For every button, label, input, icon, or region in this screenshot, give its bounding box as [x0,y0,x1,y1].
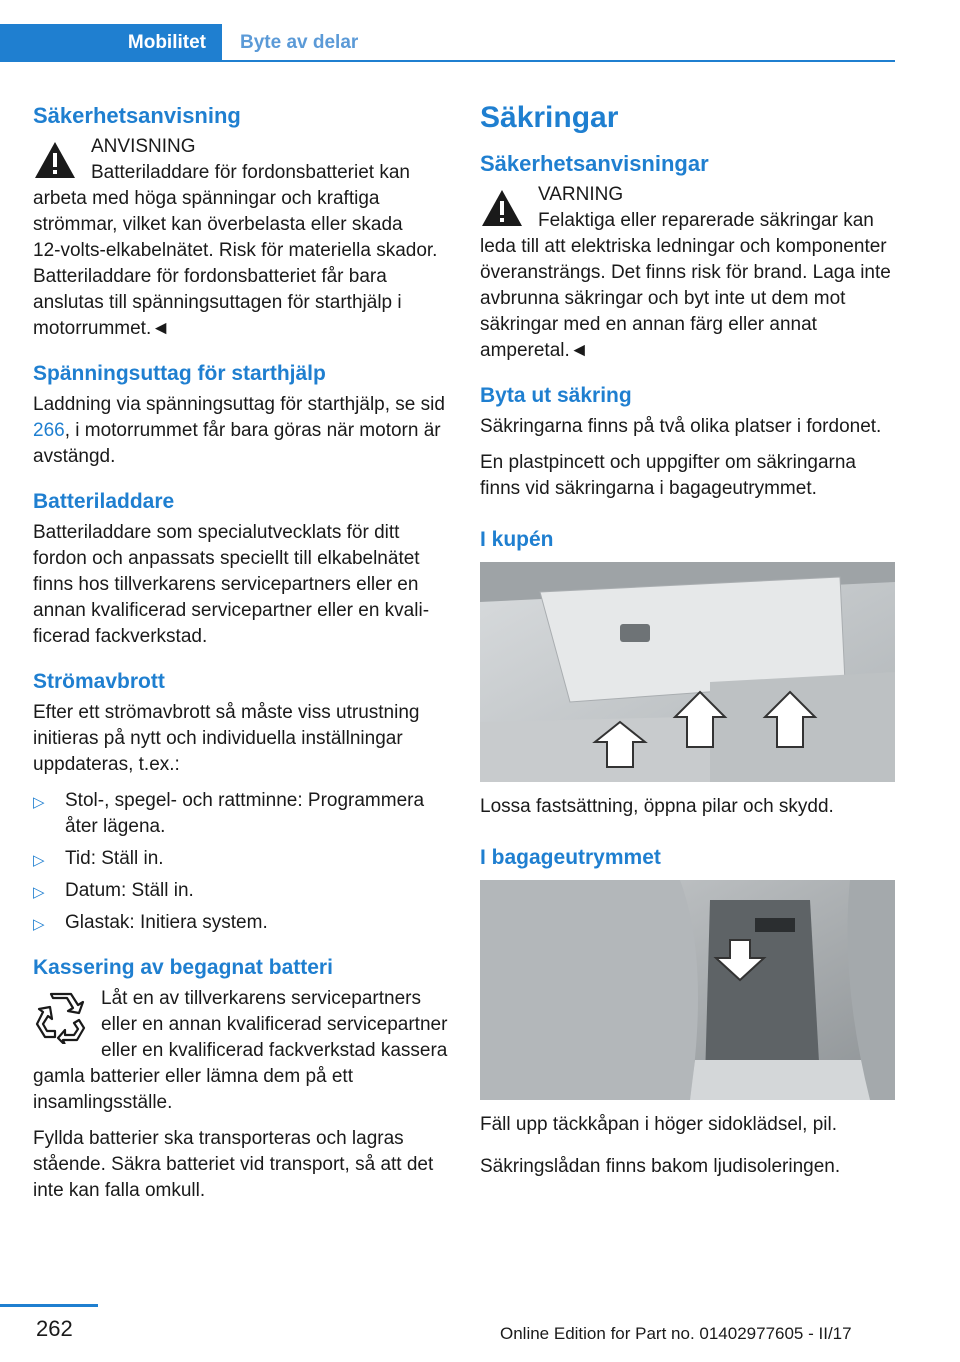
triangle-bullet-icon: ▷ [33,884,45,901]
triangle-bullet-icon: ▷ [33,916,45,933]
disposal-block [33,986,448,1116]
jump-start-text: Laddning via spänningsuttag för starthjälp, se sid 266, i motorrummet får bara göras när motorn är avstängd. [33,394,445,467]
disposal-heading: Kassering av begagnat batteri [33,956,333,979]
list-item: ▷ Stol-, spegel- och rattminne: Programmera åter lägena. [33,790,425,837]
warning-triangle-icon [33,140,77,180]
trunk-caption: Fäll upp täckkåpan i höger sidoklädsel, pil. [480,1114,837,1135]
right-column [480,100,895,1190]
edition-footer: Online Edition for Part no. 01402977605 - II/17 [500,1324,852,1343]
notice-text: Batteriladdare för fordonsbatteriet kan arbeta med höga spänningar och kraftiga strömmar, vilket kan överbelasta eller skada 12‑volts‑elkabelnätet. Risk för materiella skador. Batteriladdare för fordonsbatteriet får bara anslutas till spänningsuttagen för starthjälp i motorrummet.◄ [33,162,438,339]
charger-text: Batteriladdare som specialutvecklats för ditt fordon och anpassats speciellt till elkabelnätet finns hos tillverkarens servicepartners eller en annan kvalificerad servicepartner eller en kvalificerad fackverkstad. [33,522,430,647]
warning-triangle-icon [480,188,524,228]
charger-heading: Batteriladdare [33,490,175,513]
trunk-photo [480,880,895,1100]
outage-text: Efter ett strömavbrott så måste viss utrustning initieras på nytt och individuella inställningar uppdateras, t.ex.: [33,702,420,775]
safety-heading: Säkerhetsanvisning [33,103,241,128]
jump-start-heading: Spänningsuttag för starthjälp [33,362,326,385]
recycle-icon [33,990,87,1044]
page-link-266[interactable]: 266 [33,420,65,441]
replace-fuse-heading: Byta ut säkring [480,384,632,407]
cabin-caption: Lossa fastsättning, öppna pilar och skydd. [480,796,834,817]
list-item: ▷ Glastak: Initiera system. [33,910,448,936]
cabin-heading: I kupén [480,528,554,551]
list-item: ▷ Tid: Ställ in. [33,846,448,872]
triangle-bullet-icon: ▷ [33,794,45,811]
page-number-rule [0,1304,98,1307]
notice-block [33,134,448,342]
left-column [33,102,448,1214]
warning-block [480,182,895,364]
triangle-bullet-icon: ▷ [33,852,45,869]
disposal-text: Låt en av tillverkarens servicepartners eller en annan kvalificerad servicepartner eller en kvalificerad fackverkstad kassera gamla batterier eller lämna dem på ett insamlingsställe. [33,988,448,1113]
replace-text-2: En plastpincett och uppgifter om säkringarna finns vid säkringarna i bagageutrymmet. [480,452,856,499]
list-item: ▷ Datum: Ställ in. [33,878,448,904]
page-number: 262 [36,1316,73,1341]
outage-list [33,788,448,936]
replace-text-1: Säkringarna finns på två olika platser i fordonet. [480,416,882,437]
trunk-text: Säkringslådan finns bakom ljudisoleringen. [480,1156,841,1177]
warning-text: Felaktiga eller reparerade säkringar kan leda till att elektriska ledningar och komponenter överansträngs. Det finns risk för brand. Laga inte avbrunna säkringar och byt inte ut dem mot säkringar med en annan färg eller annat amperetal.◄ [480,210,891,361]
fuses-heading: Säkringar [480,101,619,134]
cabin-photo [480,562,895,782]
transport-text: Fyllda batterier ska transporteras och lagras stående. Säkra batteriet vid transport, så att det inte kan falla omkull. [33,1128,434,1201]
header-divider [0,60,895,62]
tab-mobilitet[interactable]: Mobilitet [0,24,222,60]
safety-instructions-heading: Säkerhetsanvisningar [480,151,709,176]
warning-label: VARNING [538,184,624,205]
header-tabbar [0,24,895,62]
tab-byte-av-delar[interactable]: Byte av delar [240,32,359,53]
trunk-heading: I bagageutrymmet [480,846,661,869]
notice-label: ANVISNING [91,136,196,157]
outage-heading: Strömavbrott [33,670,165,693]
